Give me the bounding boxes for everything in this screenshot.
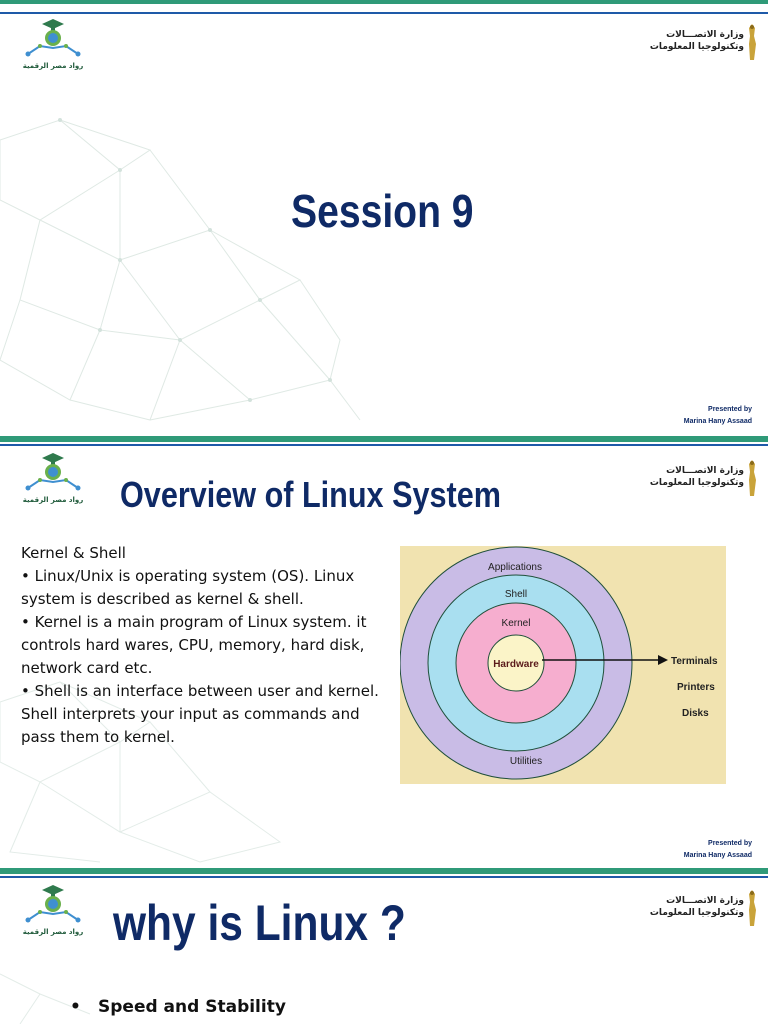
- body-line: • Kernel is a main program of Linux system. it: [21, 613, 367, 631]
- label-printers: Printers: [677, 682, 715, 693]
- bullet-text: Speed and Stability: [98, 997, 286, 1017]
- top-accent-bar: [0, 0, 768, 4]
- ministry-logo: [649, 20, 758, 64]
- presenter-name: Marina Hany Assaad: [683, 852, 752, 859]
- slide-1: [0, 0, 768, 436]
- ministry-logo: [649, 456, 758, 500]
- body-line: network card etc.: [21, 659, 153, 677]
- pharaoh-icon: [746, 22, 758, 62]
- logo-right-line1: وزارة الاتصـــالات: [666, 466, 744, 476]
- digital-egypt-pioneers-logo: [18, 452, 88, 504]
- logo-left-caption: رواد مصر الرقمية: [22, 928, 84, 936]
- digital-egypt-pioneers-logo: [18, 884, 88, 936]
- body-line: controls hard wares, CPU, memory, hard disk,: [21, 636, 365, 654]
- label-shell: Shell: [504, 589, 528, 600]
- slide-title: why is Linux ?: [113, 895, 406, 951]
- slide-title: Session 9: [291, 185, 474, 237]
- logo-right-line1: وزارة الاتصـــالات: [666, 896, 744, 906]
- presenter-name: Marina Hany Assaad: [683, 418, 752, 425]
- top-accent-line: [0, 12, 768, 14]
- top-accent-line: [0, 444, 768, 446]
- presented-by: [684, 404, 752, 428]
- ministry-logo: [649, 886, 758, 930]
- body-line: Kernel & Shell: [21, 544, 126, 562]
- logo-right-line1: وزارة الاتصـــالات: [666, 30, 744, 40]
- slide-body-text: [21, 542, 396, 749]
- logo-right-line2: وتكنولوجيا المعلومات: [649, 908, 744, 918]
- label-applications: Applications: [488, 562, 542, 573]
- slide-3: [0, 874, 768, 1024]
- logo-left-caption: رواد مصر الرقمية: [22, 496, 84, 504]
- kernel-shell-diagram: [400, 546, 726, 784]
- logo-right-line2: وتكنولوجيا المعلومات: [649, 42, 744, 52]
- body-line: • Linux/Unix is operating system (OS). Linux: [21, 567, 355, 585]
- label-hardware: Hardware: [493, 659, 539, 670]
- presented-by-label: Presented by: [708, 406, 752, 413]
- bullet-dot: •: [70, 997, 81, 1017]
- pharaoh-icon: [746, 458, 758, 498]
- body-line: system is described as kernel & shell.: [21, 590, 304, 608]
- body-line: pass them to kernel.: [21, 728, 175, 746]
- slide-2: [0, 442, 768, 868]
- label-disks: Disks: [682, 708, 709, 719]
- digital-egypt-pioneers-logo: [18, 18, 88, 70]
- logo-left-caption: رواد مصر الرقمية: [22, 62, 84, 70]
- pharaoh-icon: [746, 888, 758, 928]
- body-line: • Shell is an interface between user and kernel.: [21, 682, 379, 700]
- label-terminals: Terminals: [671, 656, 718, 667]
- logo-right-line2: وتكنولوجيا المعلومات: [649, 478, 744, 488]
- label-utilities: Utilities: [509, 756, 543, 767]
- body-line: Shell interprets your input as commands and: [21, 705, 360, 723]
- label-kernel: Kernel: [501, 618, 531, 629]
- slide-title: Overview of Linux System: [120, 474, 501, 515]
- presented-by: [684, 838, 752, 862]
- presented-by-label: Presented by: [708, 840, 752, 847]
- top-accent-line: [0, 876, 768, 878]
- bullet-item: [70, 997, 286, 1017]
